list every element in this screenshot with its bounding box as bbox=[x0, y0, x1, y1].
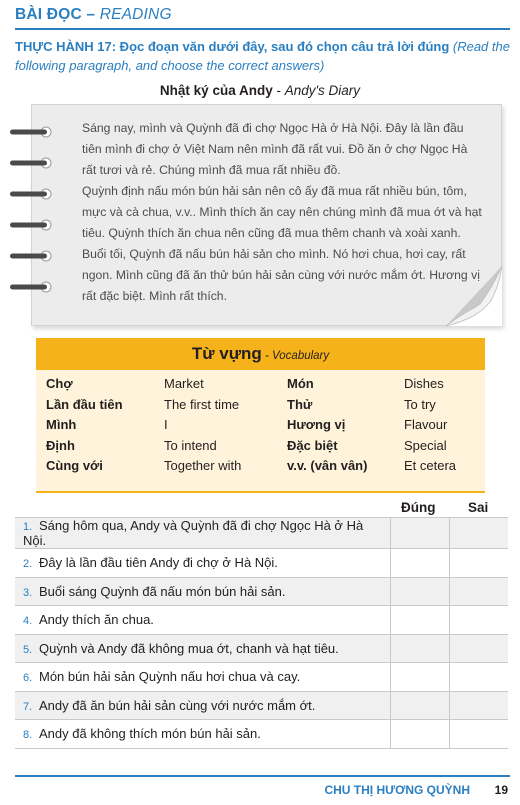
vocabulary-row bbox=[36, 395, 485, 415]
page-number: 19 bbox=[494, 783, 508, 797]
vocab-term: Cùng với bbox=[46, 458, 103, 473]
section-divider bbox=[15, 28, 510, 30]
question-cell bbox=[15, 518, 390, 549]
diary-title-en: Andy's Diary bbox=[284, 83, 361, 98]
question-text: Andy thích ăn chua. bbox=[39, 612, 154, 628]
answer-false-cell[interactable] bbox=[449, 720, 508, 749]
vocabulary-row bbox=[36, 436, 485, 456]
ring-icon bbox=[8, 280, 53, 294]
vocab-term: Hương vị bbox=[287, 417, 346, 432]
exercise-instruction bbox=[15, 37, 515, 75]
question-number: 1. bbox=[23, 521, 33, 533]
vocab-meaning: To try bbox=[404, 396, 436, 412]
question-cell bbox=[15, 663, 390, 692]
table-row bbox=[15, 720, 508, 749]
answer-true-cell[interactable] bbox=[390, 720, 449, 749]
diary-text bbox=[82, 118, 482, 307]
vocabulary-row bbox=[36, 456, 485, 476]
instruction-bold: THỰC HÀNH 17: Đọc đoạn văn dưới đây, sau đó chọn câu trả lời đúng bbox=[15, 39, 450, 54]
answer-false-cell[interactable] bbox=[449, 577, 508, 606]
question-cell bbox=[15, 634, 390, 663]
vocabulary-box bbox=[36, 338, 485, 493]
table-row bbox=[15, 606, 508, 635]
table-row bbox=[15, 691, 508, 720]
question-number: 5. bbox=[23, 643, 33, 656]
question-number: 2. bbox=[23, 558, 33, 571]
answer-true-cell[interactable] bbox=[390, 518, 449, 549]
vocab-term: Định bbox=[46, 437, 75, 453]
answer-false-cell[interactable] bbox=[449, 663, 508, 692]
question-number: 6. bbox=[23, 672, 33, 685]
diary-title-separator: - bbox=[272, 83, 285, 98]
vocab-term: Lần đầu tiên bbox=[46, 396, 123, 412]
ring-icon bbox=[8, 156, 53, 170]
answer-true-cell[interactable] bbox=[390, 691, 449, 720]
section-title bbox=[15, 6, 172, 24]
question-cell bbox=[15, 577, 390, 606]
ring-icon bbox=[8, 125, 53, 139]
diary-paragraph: Buổi tối, Quỳnh đã nấu bún hải sản cho mình. Nó hơi chua, hơi cay, rất ngon. Mình cũng đã ăn thử bún hải sản cùng với nước mắm ớt. Hương vị rất đặc biệt. Mình rất thích. bbox=[82, 247, 480, 303]
question-cell bbox=[15, 606, 390, 635]
diary-paragraph: Sáng nay, mình và Quỳnh đã đi chợ Ngọc Hà ở Hà Nội. Đây là lần đầu tiên mình đi chợ ở Việt Nam nên mình đã rất vui. Đồ ăn ở chợ Ngọc Hà rất tươi và rẻ. Chúng mình đã mua rất nhiều đồ. bbox=[82, 121, 468, 177]
question-cell bbox=[15, 691, 390, 720]
question-number: 3. bbox=[23, 586, 33, 599]
vocabulary-row bbox=[36, 374, 485, 394]
section-title-italic: READING bbox=[99, 6, 172, 23]
section-title-main: BÀI ĐỌC – bbox=[15, 6, 100, 23]
vocab-meaning: Together with bbox=[164, 458, 242, 473]
vocab-meaning: Et cetera bbox=[404, 458, 457, 473]
answer-false-cell[interactable] bbox=[449, 691, 508, 720]
answer-false-cell[interactable] bbox=[449, 549, 508, 578]
question-text: Món bún hải sản Quỳnh nấu hơi chua và cay. bbox=[39, 669, 301, 685]
question-text: Quỳnh và Andy đã không mua ớt, chanh và hạt tiêu. bbox=[39, 640, 339, 656]
vocab-term: Món bbox=[287, 376, 314, 391]
answer-false-cell[interactable] bbox=[449, 634, 508, 663]
vocabulary-bottom-rule bbox=[36, 491, 485, 493]
vocabulary-row bbox=[36, 415, 485, 435]
answer-false-cell[interactable] bbox=[449, 518, 508, 549]
diary-title bbox=[0, 83, 520, 98]
vocab-meaning: Market bbox=[164, 376, 204, 391]
vocab-meaning: The first time bbox=[164, 396, 240, 412]
vocab-meaning: To intend bbox=[164, 437, 217, 453]
table-row bbox=[15, 634, 508, 663]
answer-true-cell[interactable] bbox=[390, 634, 449, 663]
vocab-term: Thử bbox=[287, 396, 313, 412]
vocab-meaning: Dishes bbox=[404, 376, 444, 391]
question-text: Đây là lần đầu tiên Andy đi chợ ở Hà Nội. bbox=[39, 555, 278, 571]
footer-divider bbox=[15, 775, 510, 777]
table-row bbox=[15, 549, 508, 578]
ring-icon bbox=[8, 218, 53, 232]
table-row bbox=[15, 518, 508, 549]
vocabulary-subtitle: - Vocabulary bbox=[261, 350, 330, 362]
vocab-term: Đặc biệt bbox=[287, 437, 338, 453]
question-text: Andy đã không thích món bún hải sản. bbox=[39, 726, 261, 742]
question-text: Buổi sáng Quỳnh đã nấu món bún hải sản. bbox=[39, 583, 286, 599]
table-row bbox=[15, 577, 508, 606]
answer-false-cell[interactable] bbox=[449, 606, 508, 635]
instruction-italic: (Read the following paragraph, and choose the correct answers) bbox=[15, 39, 510, 73]
question-number: 8. bbox=[23, 729, 33, 742]
column-header-false: Sai bbox=[468, 500, 489, 515]
vocab-meaning: I bbox=[164, 417, 168, 432]
table-row bbox=[15, 663, 508, 692]
question-text: Sáng hôm qua, Andy và Quỳnh đã đi chợ Ngọc Hà ở Hà Nội. bbox=[23, 518, 364, 548]
vocab-term: Chợ bbox=[46, 376, 73, 391]
answer-true-cell[interactable] bbox=[390, 549, 449, 578]
true-false-table bbox=[15, 517, 508, 749]
vocab-term: v.v. (vân vân) bbox=[287, 458, 368, 473]
vocab-term: Mình bbox=[46, 417, 77, 432]
ring-icon bbox=[8, 187, 53, 201]
ring-icon bbox=[8, 249, 53, 263]
vocabulary-title: Từ vựng bbox=[191, 344, 262, 363]
vocab-meaning: Flavour bbox=[404, 417, 448, 432]
answer-true-cell[interactable] bbox=[390, 606, 449, 635]
question-number: 4. bbox=[23, 615, 33, 628]
question-text: Andy đã ăn bún hải sản cùng với nước mắm ớt. bbox=[39, 697, 316, 713]
answer-true-cell[interactable] bbox=[390, 663, 449, 692]
question-number: 7. bbox=[23, 700, 33, 713]
diary-title-vi: Nhật ký của Andy bbox=[159, 83, 273, 98]
diary-paragraph: Quỳnh định nấu món bún hải sản nên cô ấy đã mua rất nhiều bún, tôm, mực và cà chua, v.v.. Mình thích ăn cay nên chúng mình đã mua ớt và hạt tiêu. Quỳnh thích ăn chua nên cũng đã mua thêm chanh và xoài xanh. bbox=[82, 184, 482, 240]
question-cell bbox=[15, 549, 390, 578]
question-cell bbox=[15, 720, 390, 749]
column-header-true: Đúng bbox=[401, 500, 436, 515]
answer-true-cell[interactable] bbox=[390, 577, 449, 606]
vocabulary-header bbox=[36, 338, 485, 370]
vocab-meaning: Special bbox=[404, 437, 447, 453]
footer-author: CHU THỊ HƯƠNG QUỲNH bbox=[324, 783, 470, 797]
